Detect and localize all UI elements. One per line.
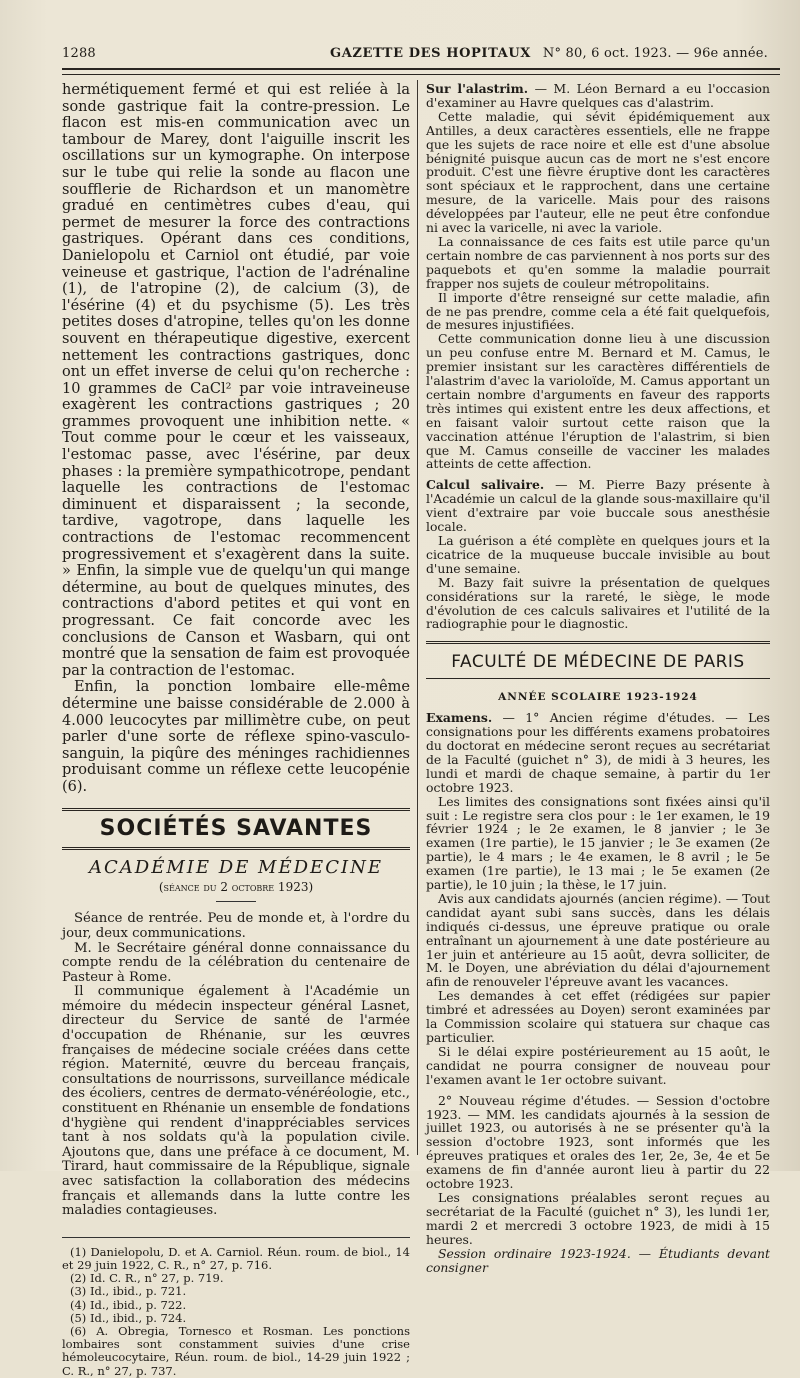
column-divider (417, 80, 418, 1155)
article-paragraph: La connaissance de ces faits est utile parce qu'un certain nombre de cas parviennent à nos ports sur des paquebots et qu'en somme la maladie pourrait frapper nos sujets de couleur métropolitains. (426, 233, 770, 291)
footnote: (5) Id., ibid., p. 724. (70, 1310, 187, 1325)
section-title: SOCIÉTÉS SAVANTES (99, 815, 373, 841)
article-paragraph: Cette communication donne lieu à une discussion un peu confuse entre M. Bernard et M. Camus, le premier insistant sur les caractères différentiels de l'alastrim d'avec la varioloïde, M. Camus apportant un certain nombre d'arguments en faveur des rapports très intimes qui existent entre les deux affections, et en faisant valoir surtout cette raison que la vaccination atténue l'éruption de l'alastrim, si bien que M. Camus conseille de vacciner les malades atteints de cette affection. (426, 331, 770, 472)
article-paragraph: 2° Nouveau régime d'études. — Session d'octobre 1923. — MM. les candidats ajournés à la session de juillet 1923, ou autorisés à ne se présenter qu'à la session d'octobre 1923, sont informés que les épreuves pratiques et orales des 1er, 2e, 3e, 4e et 5e examens de fin d'année auront lieu à partir du 22 octobre 1923. (426, 1092, 770, 1192)
alastrim-paragraph (426, 82, 770, 110)
calcul-paragraph (426, 478, 770, 534)
examens-paragraph (426, 711, 770, 794)
short-divider (216, 901, 256, 902)
article-paragraph: Avis aux candidats ajournés (ancien régime). — Tout candidat ayant subi sans succès, dans les délais indiqués ci-dessus, une épreuve pratique ou orale entraînant un ajournement à une date postérieure au 1er juin et antérieure au 15 août, devra solliciter, de M. le Doyen, une abréviation du délai d'ajournement afin de renouveler l'épreuve avant les vacances. (426, 890, 770, 990)
footnote: (6) A. Obregia, Tornesco et Rosman. Les ponctions lombaires sont constamment suivies d'une crise hémoleucocytaire, Réun. roum. de biol., 14-29 juin 1922 ; C. R., n° 27, p. 737. (62, 1324, 410, 1378)
footnote: (2) Id. C. R., n° 27, p. 719. (70, 1271, 224, 1286)
article-paragraph: Si le délai expire postérieurement au 15 août, le candidat ne pourra consigner de nouveau pour l'examen avant le 1er octobre suivant. (426, 1043, 770, 1087)
calcul-heading: Calcul salivaire. (426, 477, 545, 493)
right-column (426, 82, 770, 1274)
article-continuation: hermétiquement fermé et qui est reliée à la sonde gastrique fait la contre-pression. Le flacon est mis-en communication avec un tambour de Marey, dont l'aiguille inscrit les oscillations sur un kymographe. On interpose sur le tube qui relie la sonde au flacon une soufflerie de Richardson et un manomètre gradué en centimètres cubes d'eau, qui permet de mesurer la force des contractions gastriques. Opérant dans ces conditions, Danielopolu et Carniol ont étudié, par voie veineuse et gastrique, l'action de l'adrénaline (1), de l'atropine (2), de calcium (3), de l'ésérine (4) et du psychisme (5). Les très petites doses d'atropine, telles qu'on les donne souvent en thérapeutique digestive, exercent nettement les contractions gastriques, donc ont un effet inverse de celui qu'on recherche : 10 grammes de CaCl² par voie intraveineuse exagèrent les contractions gastriques ; 20 grammes provoquent une inhibition nette. « Tout comme pour le cœur et les vaisseaux, l'estomac passe, avec l'ésérine, par deux phases : la première sympathicotrope, pendant laquelle les contractions de l'estomac diminuent et disparaissent ; la seconde, tardive, vagotrope, dans laquelle les contractions de l'estomac recommencent progressivement et s'exagèrent dans la suite. » Enfin, la simple vue de quelqu'un qui mange détermine, au bout de quelques minutes, des contractions d'abord petites et qui vont en progressant. Ce fait concorde avec les conclusions de Canson et Wasbarn, qui ont montré que la sensation de faim est provoquée par la contraction de l'estomac. (62, 82, 410, 679)
journal-title: GAZETTE DES HOPITAUX (330, 46, 531, 61)
seance-date: (séance du 2 octobre 1923) (158, 879, 314, 894)
faculte-header-box (426, 641, 770, 679)
alastrim-heading: Sur l'alastrim. (426, 81, 529, 96)
alastrim-intro: — M. Léon Bernard a eu l'occasion d'examiner au Havre quelques cas d'alastrim. (426, 81, 770, 110)
header-rule (62, 68, 780, 75)
calcul-intro: — M. Pierre Bazy présente à l'Académie un calcul de la glande sous-maxillaire qu'il vient d'extraire par voie buccale sous anesthésie locale. (426, 477, 771, 535)
article-paragraph: Il importe d'être renseigné sur cette maladie, afin de ne pas prendre, comme cela a été fait quelquefois, de mesures injustifiées. (426, 289, 770, 333)
article-paragraph: Enfin, la ponction lombaire elle-même détermine une baisse considérable de 2.000 à 4.000 leucocytes par millimètre cube, on peut parler d'une sorte de réflexe spino-vasculo-sanguin, la piqûre des méninges rachidiennes produisant comme un réflexe cette leucopénie (6). (62, 679, 410, 795)
article-paragraph: M. le Secrétaire général donne connaissance du compte rendu de la célébration du centenaire de Pasteur à Rome. (62, 940, 410, 985)
footnote: (3) Id., ibid., p. 721. (70, 1284, 187, 1299)
footnote: (4) Id., ibid., p. 722. (70, 1297, 187, 1312)
article-paragraph: Cette maladie, qui sévit épidémiquement aux Antilles, a deux caractères essentiels, elle ne frappe que les sujets de race noire et elle est d'une absolue bénignité puisque aucun cas de mort ne s'est encore produit. C'est une fièvre éruptive dont les caractères sont spéciaux et le rapprochent, dans une certaine mesure, de la varicelle. Mais pour des raisons développées par l'auteur, elle ne peut être confondue ni avec la varicelle, ni avec la variole. (426, 108, 770, 236)
article-paragraph: La guérison a été complète en quelques jours et la cicatrice de la muqueuse buccale invisible au bout d'une semaine. (426, 533, 770, 576)
issue-info: N° 80, 6 oct. 1923. — 96e année. (542, 46, 768, 61)
article-paragraph: Les consignations préalables seront reçues au secrétariat de la Faculté (guichet n° 3), les lundi 1er, mardi 2 et mercredi 3 octobre 1923, de midi à 15 heures. (426, 1189, 770, 1247)
article-paragraph: Les limites des consignations sont fixées ainsi qu'il suit : Le registre sera clos pour : le 1er examen, le 19 février 1924 ; le 2e examen, le 8 janvier ; le 3e examen (1re partie), le 15 janvier ; le 3e examen (2e partie), le 4 mars ; le 4e examen, le 8 avril ; le 5e examen (1re partie), le 13 mai ; le 5e examen (2e partie), le 10 juin ; la thèse, le 17 juin. (426, 793, 770, 893)
examens-intro: — 1° Ancien régime d'études. — Les consignations pour les différents examens probatoires du doctorat en médecine seront reçues au secrétariat de la Faculté (guichet n° 3), de midi à 3 heures, les lundi et mardi de chaque semaine, à partir du 1er octobre 1923. (426, 710, 770, 795)
academie-title: ACADÉMIE DE MÉDECINE (89, 857, 383, 879)
section-header-box (62, 808, 410, 851)
article-paragraph: Séance de rentrée. Peu de monde et, à l'ordre du jour, deux communications. (62, 911, 410, 941)
faculte-title: FACULTÉ DE MÉDECINE DE PARIS (451, 652, 745, 673)
annee-scolaire: ANNÉE SCOLAIRE 1923-1924 (498, 691, 698, 704)
left-column (62, 82, 410, 1378)
article-paragraph: M. Bazy fait suivre la présentation de quelques considérations sur la rareté, le siège, le mode d'évolution de ces calculs salivaires et l'utilité de la radiographie pour le diagnostic. (426, 574, 770, 632)
page-number: 1288 (62, 46, 96, 61)
article-paragraph: Il communique également à l'Académie un mémoire du médecin inspecteur général Lasnet, directeur du Service de santé de l'armée d'occupation de Rhénanie, sur les œuvres françaises de médecine sociale créées dans cette région. Maternité, œuvre du berceau français, consultations de nourrissons, surveillance médicale des écoliers, centres de dermato-vénéréologie, etc., constituent en Rhénanie un ensemble de fondations d'hygiène qui rendent d'inappréciables services tant à nos soldats qu'à la population civile. Ajoutons que, dans une préface à ce document, M. Tirard, haut commissaire de la République, signale avec satisfaction la collaboration des médecins français et allemands dans la lutte contre les maladies contagieuses. (62, 984, 410, 1219)
page-header (62, 44, 782, 66)
article-paragraph: Session ordinaire 1923-1924. — Étudiants devant consigner (426, 1245, 770, 1275)
footnotes (62, 1237, 410, 1378)
article-paragraph: Les demandes à cet effet (rédigées sur papier timbré et adressées au Doyen) seront examinées par la Commission scolaire qui statuera sur chaque cas particulier. (426, 988, 770, 1045)
footnote: (1) Danielopolu, D. et A. Carniol. Réun. roum. de biol., 14 et 29 juin 1922, C. R., n° 27, p. 716. (62, 1244, 410, 1272)
examens-heading: Examens. (426, 710, 493, 726)
